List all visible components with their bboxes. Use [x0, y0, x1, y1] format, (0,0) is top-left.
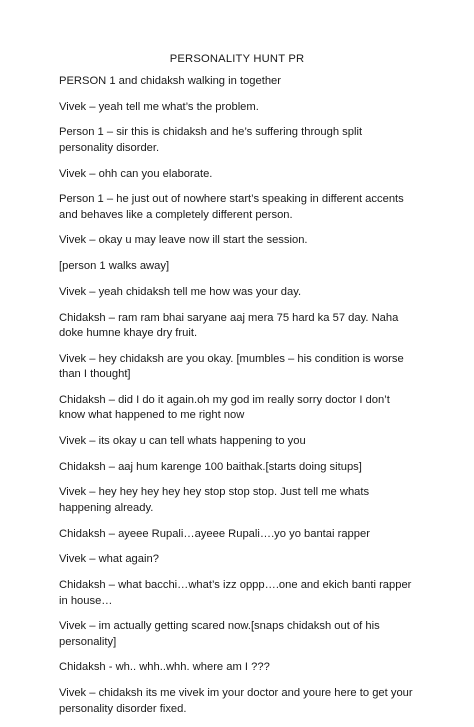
- script-line: Chidaksh – aaj hum karenge 100 baithak.[starts doing situps]: [59, 460, 362, 473]
- script-line: Vivek – okay u may leave now ill start the session.: [59, 234, 308, 247]
- script-line: Vivek – yeah chidaksh tell me how was your day.: [59, 285, 302, 298]
- script-line: Chidaksh - wh.. whh..whh. where am I ???: [59, 661, 270, 674]
- script-line: Chidaksh – did I do it again.oh my god im really sorry doctor I don’t know what happened to me right now: [59, 393, 390, 422]
- script-line: Vivek – what again?: [59, 553, 159, 566]
- script-line: Vivek – chidaksh its me vivek im your doctor and youre here to get your personality disorder fixed.: [59, 687, 413, 715]
- script-line: Vivek – hey chidaksh are you okay. [mumbles – his condition is worse than I thought]: [59, 352, 404, 381]
- script-line: Vivek – hey hey hey hey hey stop stop stop. Just tell me whats happening already.: [59, 486, 370, 514]
- script-line: Vivek – ohh can you elaborate.: [59, 167, 213, 180]
- script-line: [person 1 walks away]: [59, 260, 170, 273]
- script-line: Vivek – its okay u can tell whats happening to you: [59, 435, 306, 448]
- script-line: Vivek – im actually getting scared now.[snaps chidaksh out of his personality]: [59, 620, 380, 648]
- document-title: PERSONALITY HUNT PR: [169, 53, 305, 65]
- script-line: Chidaksh – ayeee Rupali…ayeee Rupali….yo yo bantai rapper: [59, 527, 370, 540]
- script-line: Person 1 – he just out of nowhere start’s speaking in different accents and behaves like a completely different person.: [59, 193, 404, 221]
- script-line: PERSON 1 and chidaksh walking in together: [59, 75, 282, 87]
- script-line: Vivek – yeah tell me what’s the problem.: [59, 100, 259, 113]
- script-line: Chidaksh – what bacchi…what’s izz oppp….one and ekich banti rapper in house…: [59, 579, 412, 607]
- script-line: Chidaksh – ram ram bhai saryane aaj mera 75 hard ka 57 day. Naha doke humne khaye dry fruit.: [59, 311, 399, 339]
- script-body: [59, 74, 419, 727]
- script-line: Person 1 – sir this is chidaksh and he’s suffering through split personality disorder.: [59, 126, 363, 154]
